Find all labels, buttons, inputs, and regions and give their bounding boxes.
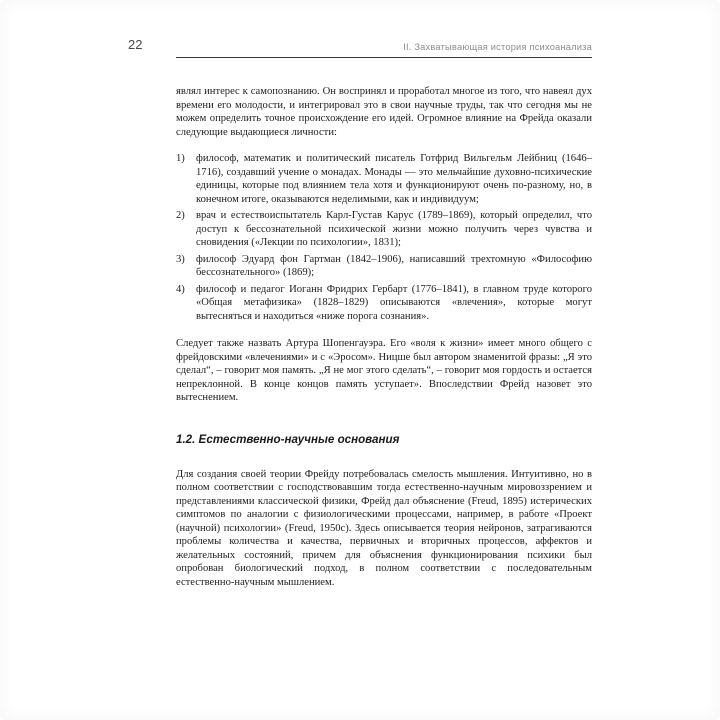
list-item-leibniz — [176, 152, 592, 206]
paragraph-natural-science: Для создания своей теории Фрейду потребовалась смелость мышления. Интуитивно, но в полном соответствии с господствовавшим тогда естественно-научным мировоззрением и представлениями классической физики, Фрейд дал объяснение (Freud, 1895) истерических симптомов по аналогии с физиологическими процессами, например, в работе «Проект (научной) психологии» (Freud, 1950c). Здесь описывается теория нейронов, затрагиваются проблемы количества и качества, первичных и вторичных процессов, аффектов и желательных состояний, причем для объяснения функционирования психики был опробован биологический подход, в полном соответствии с последовательным естественно-научным мышлением. — [176, 468, 592, 588]
list-item-text: философ Эдуард фон Гартман (1842–1906), написавший трехтомную «Философию бессознательного» (1869); — [196, 253, 592, 278]
list-item-text: философ и педагог Иоганн Фридрих Гербарт (1776–1841), в главном труде которого «Общая метафизика» (1828–1829) описываются «влечения», которые могут вытесняться и находиться «ниже порога сознания». — [196, 283, 592, 322]
chapter-title: II. Захватывающая история психоанализа — [403, 42, 592, 52]
list-item-text: врач и естествоиспытатель Карл-Густав Карус (1789–1869), который определил, что доступ к бессознательной психической жизни можно получить через чувства и сновидения («Лекции по психологии», 1831); — [196, 210, 592, 248]
page-number: 22 — [128, 37, 143, 52]
list-item-herbart — [176, 283, 592, 324]
list-item-carus — [176, 209, 592, 250]
list-item-number: 3) — [176, 253, 185, 265]
section-heading: 1.2. Естественно-научные основания — [176, 432, 400, 446]
paragraph-intro: являл интерес к самопознанию. Он воспринял и проработал многое из того, что навеял дух времени его молодости, и интегрировал это в свои научные труды, так что сегодня мы не можем определить точное происхождение его идей. Огромное влияние на Фрейда оказали следующие выдающиеся личности: — [176, 86, 592, 138]
list-item-number: 4) — [176, 283, 185, 295]
header-rule — [176, 57, 592, 58]
page-header — [128, 37, 592, 55]
list-item-number: 2) — [176, 210, 185, 221]
text-block — [128, 37, 592, 602]
personalities-list — [176, 152, 592, 323]
list-item-hartmann — [176, 253, 592, 280]
paragraph-schopenhauer: Следует также назвать Артура Шопенгауэра. Его «воля к жизни» имеет много общего с фрейдовскими «влечениями» и с «Эросом». Ницше был автором знаменитой фразы: „Я это сделал“, – говорит моя память. „Я не мог этого сделать“, – говорит моя гордость и остается непреклонной. В конце концов память уступает». Впоследствии Фрейд назовет это вытеснением. — [176, 338, 592, 403]
body-text — [176, 85, 592, 589]
list-item-number: 1) — [176, 153, 185, 164]
list-item-text: философ, математик и политический писатель Готфрид Вильгельм Лейбниц (1646–1716), создавший учение о монадах. Монады — это мельчайшие духовно-психические единицы, которые под влиянием тела хотя и функционируют очень по-разному, но, в конечном итоге, оказываются неделимыми, как и индивидуум; — [196, 153, 592, 205]
